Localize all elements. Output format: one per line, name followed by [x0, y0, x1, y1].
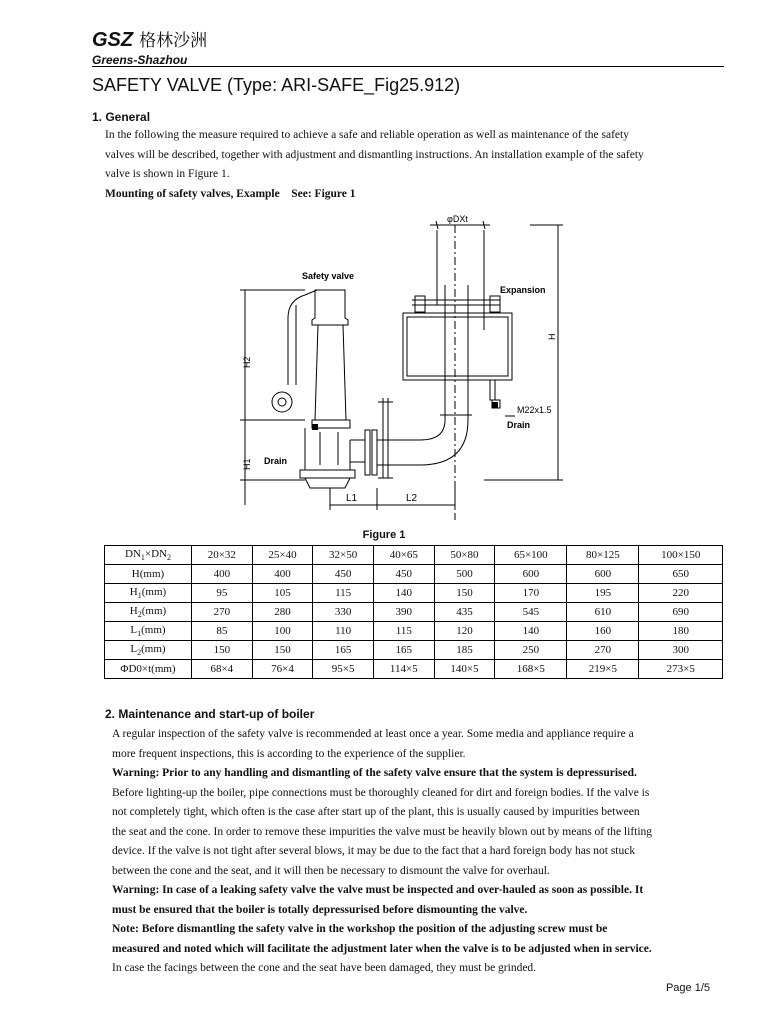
section2-heading: 2. Maintenance and start-up of boiler — [105, 707, 315, 721]
table-cell: 140 — [373, 584, 434, 603]
table-row — [105, 660, 723, 679]
table-cell: 20×32 — [192, 546, 253, 565]
row-label — [105, 641, 192, 660]
section2-line: must be ensured that the boiler is totally depressurised before dismounting the valve. — [112, 903, 528, 916]
logo-text: GSZ — [92, 29, 134, 51]
table-cell: 280 — [252, 603, 313, 622]
table-cell: 650 — [639, 565, 723, 584]
row-label-part: ΦD0×t(mm) — [120, 663, 176, 675]
section1-line: valve is shown in Figure 1. — [105, 168, 230, 180]
table-row — [105, 641, 723, 660]
safety-valve-label: Safety valve — [302, 271, 355, 281]
dimension-h-label: H — [547, 333, 557, 340]
drain-label-left: Drain — [264, 456, 288, 466]
expansion-chamber — [403, 313, 512, 380]
table-row — [105, 622, 723, 641]
drain-label-right: Drain — [507, 420, 531, 430]
row-label-part: 2 — [137, 648, 142, 658]
figure-caption: Figure 1 — [362, 529, 406, 541]
table-cell: 25×40 — [252, 546, 313, 565]
thread-label: M22x1.5 — [517, 405, 552, 415]
section2-line: Warning: Prior to any handling and dismantling of the safety valve ensure that the system is depressurised. — [112, 767, 637, 779]
row-label — [105, 565, 192, 584]
stack-pipe — [437, 230, 484, 330]
section2-line: In case the facings between the cone and the seat have been damaged, they must be grinded. — [112, 962, 537, 974]
mounting-example-note: Mounting of safety valves, Example See: Figure 1 — [105, 187, 356, 200]
section2-line: not completely tight, which often is the case after start up of the plant, this is usually caused by impurities between — [112, 806, 640, 818]
pipe-diameter-label: φDXt — [447, 214, 468, 224]
section1-line: In the following the measure required to achieve a safe and reliable operation as well as maintenance of the safety — [105, 129, 629, 141]
dimension-l2-label: L2 — [406, 493, 418, 504]
table-row — [105, 603, 723, 622]
table-cell: 390 — [373, 603, 434, 622]
valve-outlet — [350, 440, 365, 462]
table-cell: 140 — [495, 622, 567, 641]
table-cell: 435 — [434, 603, 495, 622]
row-label-part: H — [129, 604, 138, 617]
dimension-table — [104, 545, 723, 679]
table-cell: 150 — [252, 641, 313, 660]
table-cell: 114×5 — [373, 660, 434, 679]
row-label-part: L — [130, 623, 138, 636]
table-row — [105, 565, 723, 584]
row-label-part: H(mm) — [131, 568, 165, 580]
section2-line: Before lighting-up the boiler, pipe connections must be thoroughly cleaned for dirt and foreign bodies. If the valve is — [112, 786, 650, 799]
lever-weight — [272, 392, 292, 412]
row-label-part: ×DN — [144, 547, 167, 560]
table-cell: 120 — [434, 622, 495, 641]
row-label-part: DN — [125, 547, 141, 560]
table-cell: 100×150 — [639, 546, 723, 565]
row-label-part: 1 — [137, 629, 142, 639]
valve-body — [315, 325, 346, 420]
valve-bonnet — [312, 290, 348, 325]
section2-body — [112, 725, 652, 979]
discharge-elbow — [377, 285, 445, 440]
table-cell: 80×125 — [567, 546, 639, 565]
row-label-part: (mm) — [141, 604, 167, 617]
table-cell: 250 — [495, 641, 567, 660]
table-cell: 110 — [313, 622, 374, 641]
company-name: Greens-Shazhou — [92, 53, 188, 67]
table-cell: 610 — [567, 603, 639, 622]
section2-line: Note: Before dismantling the safety valve in the workshop the position of the adjusting screw must be — [112, 923, 608, 935]
row-label-part: (mm) — [141, 585, 167, 598]
drain-fitting — [490, 380, 495, 400]
table-row — [105, 584, 723, 603]
dimension-l1-label: L1 — [346, 493, 358, 504]
table-cell: 165 — [313, 641, 374, 660]
table-cell: 185 — [434, 641, 495, 660]
page-number: Page 1/5 — [665, 982, 710, 994]
table-cell: 690 — [639, 603, 723, 622]
outlet-flange — [365, 430, 370, 475]
row-label-part: (mm) — [141, 642, 166, 655]
row-label — [105, 603, 192, 622]
table-cell: 400 — [252, 565, 313, 584]
row-label-part: 1 — [140, 553, 145, 563]
section2-line: between the cone and the seat, and it will then be necessary to dismount the valve for overhaul. — [112, 864, 550, 877]
section1-line: valves will be described, together with adjustment and dismantling instructions. An installation example of the safety — [105, 148, 644, 161]
row-label-part: (mm) — [141, 623, 166, 636]
lifting-lever — [288, 290, 317, 385]
table-cell: 195 — [567, 584, 639, 603]
page-title: SAFETY VALVE (Type: ARI-SAFE_Fig25.912) — [92, 75, 461, 95]
table-cell: 330 — [313, 603, 374, 622]
table-cell: 450 — [313, 565, 374, 584]
table-cell: 95×5 — [313, 660, 374, 679]
section2-line: more frequent inspections, this is according to the experience of the supplier. — [112, 747, 466, 760]
table-cell: 500 — [434, 565, 495, 584]
table-cell: 220 — [639, 584, 723, 603]
section2-line: Warning: In case of a leaking safety valve the valve must be inspected and over-hauled as soon as possible. It — [112, 884, 644, 896]
table-cell: 68×4 — [192, 660, 253, 679]
dimension-h2-label: H2 — [242, 356, 252, 368]
table-cell: 100 — [252, 622, 313, 641]
table-cell: 32×50 — [313, 546, 374, 565]
table-cell: 65×100 — [495, 546, 567, 565]
row-label — [105, 584, 192, 603]
table-cell: 85 — [192, 622, 253, 641]
table-cell: 40×65 — [373, 546, 434, 565]
table-cell: 170 — [495, 584, 567, 603]
table-cell: 95 — [192, 584, 253, 603]
row-label — [105, 622, 192, 641]
table-cell: 273×5 — [639, 660, 723, 679]
row-label-part: 1 — [137, 591, 142, 601]
table-cell: 168×5 — [495, 660, 567, 679]
section2-line: device. If the valve is not tight after several blows, it may be due to the fact that a hard foreign body has not stuck — [112, 845, 636, 857]
table-cell: 219×5 — [567, 660, 639, 679]
section1-heading: 1. General — [92, 110, 151, 124]
row-label-part: L — [130, 642, 138, 655]
row-label — [105, 660, 192, 679]
table-row — [105, 546, 723, 565]
row-label-part: 2 — [137, 610, 142, 620]
table-cell: 105 — [252, 584, 313, 603]
table-cell: 115 — [373, 622, 434, 641]
table-cell: 150 — [434, 584, 495, 603]
expansion-label: Expansion — [500, 285, 546, 295]
table-cell: 50×80 — [434, 546, 495, 565]
logo-chinese: 格林沙洲 — [139, 31, 208, 51]
table-cell: 300 — [639, 641, 723, 660]
table-cell: 450 — [373, 565, 434, 584]
section2-line: A regular inspection of the safety valve is recommended at least once a year. Some media and appliance require a — [112, 728, 634, 740]
table-cell: 600 — [495, 565, 567, 584]
table-cell: 270 — [567, 641, 639, 660]
table-cell: 150 — [192, 641, 253, 660]
section2-line: measured and noted which will facilitate the adjustment later when the valve is to be adjusted when in service. — [112, 942, 652, 955]
section2-line: the seat and the cone. In order to remove these impurities the valve must be heavily blown out by means of the lifting — [112, 825, 653, 838]
row-label-part: 2 — [166, 553, 171, 563]
table-cell: 400 — [192, 565, 253, 584]
table-cell: 140×5 — [434, 660, 495, 679]
row-label — [105, 546, 192, 565]
table-cell: 270 — [192, 603, 253, 622]
table-cell: 545 — [495, 603, 567, 622]
dimension-h1-label: H1 — [242, 458, 252, 470]
table-cell: 76×4 — [252, 660, 313, 679]
table-cell: 115 — [313, 584, 374, 603]
table-cell: 180 — [639, 622, 723, 641]
table-cell: 160 — [567, 622, 639, 641]
valve-base — [305, 428, 350, 470]
row-label-part: H — [129, 585, 138, 598]
table-cell: 165 — [373, 641, 434, 660]
table-cell: 600 — [567, 565, 639, 584]
